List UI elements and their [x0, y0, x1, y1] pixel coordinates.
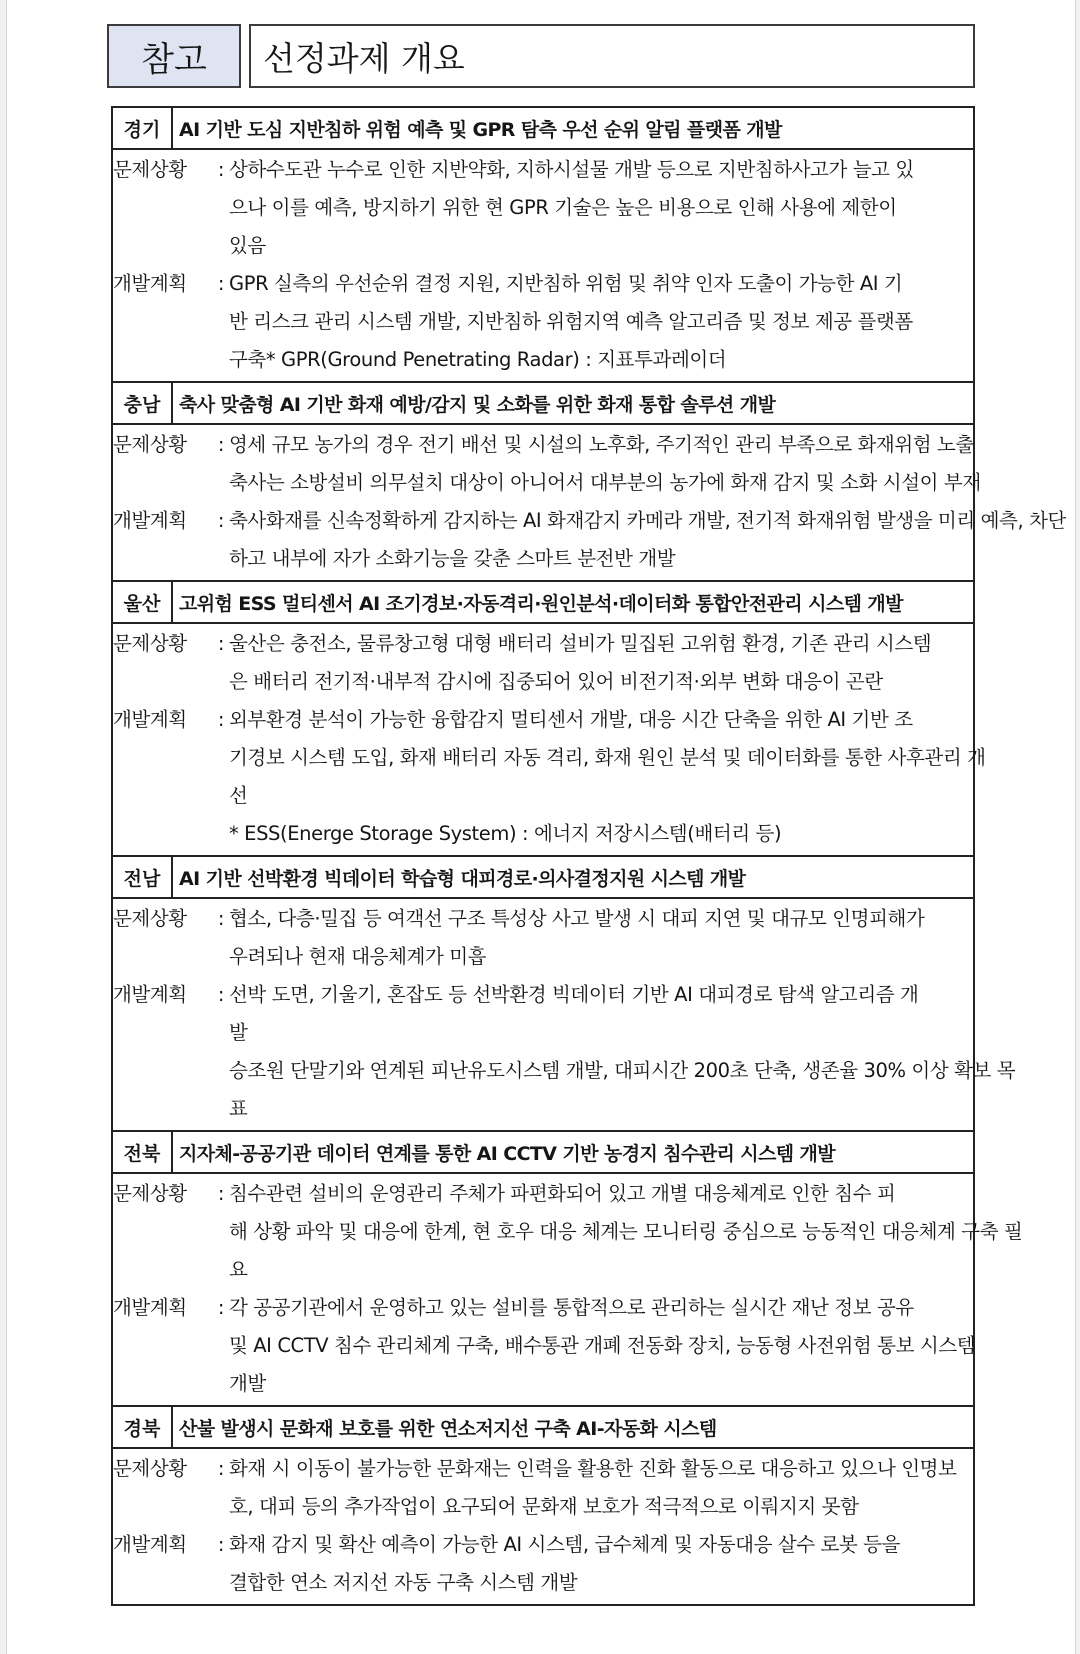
text-line: 울산은 충전소, 물류창고형 대형 배터리 설비가 밀집된 고위험 환경, 기존 관리 시스템	[229, 632, 932, 655]
task-region: 울산	[113, 582, 173, 622]
development-plan-text	[229, 1526, 973, 1602]
problem-statement	[113, 151, 973, 265]
task-title: 산불 발생시 문화재 보호를 위한 연소저지선 구축 AI-자동화 시스템	[179, 1417, 717, 1440]
text-line: 상하수도관 누수로 인한 지반약화, 지하시설물 개발 등으로 지반침하사고가 늘고 있	[229, 158, 914, 181]
text-line: 화재 감지 및 확산 예측이 가능한 AI 시스템, 급수체계 및 자동대응 살수 로봇 등을	[229, 1533, 901, 1556]
problem-statement-label: 문제상황	[113, 433, 187, 456]
colon-separator: :	[217, 1457, 225, 1480]
reference-tag: 참고	[107, 24, 241, 88]
development-plan-text	[229, 976, 1015, 1128]
document-page	[6, 0, 1076, 1654]
task-region: 전남	[113, 857, 173, 897]
task-row	[113, 1405, 973, 1604]
section-title: 선정과제 개요	[249, 24, 975, 88]
problem-statement-label: 문제상황	[113, 907, 187, 930]
task-region: 경북	[113, 1407, 173, 1447]
text-line: 화재 시 이동이 불가능한 문화재는 인력을 활용한 진화 활동으로 대응하고 있으나 인명보	[229, 1457, 957, 1480]
text-line: 해 상황 파악 및 대응에 한계, 현 호우 대응 체계는 모니터링 중심으로 능동적인 대응체계 구축 필	[229, 1220, 1023, 1243]
text-line: 기경보 시스템 도입, 화재 배터리 자동 격리, 화재 원인 분석 및 데이터화를 통한 사후관리 개	[229, 746, 986, 769]
colon-separator: :	[217, 272, 225, 295]
text-line: 개발	[229, 1372, 266, 1395]
problem-statement-text	[229, 625, 973, 701]
text-line: 협소, 다층·밀집 등 여객선 구조 특성상 사고 발생 시 대피 지연 및 대규모 인명피해가	[229, 907, 925, 930]
task-header	[113, 1132, 973, 1174]
task-body	[113, 1174, 1023, 1405]
text-line: 및 AI CCTV 침수 관리체계 구축, 배수통관 개폐 전동화 장치, 능동형 사전위험 통보 시스템	[229, 1334, 976, 1357]
colon-separator: :	[217, 158, 225, 181]
text-line: 영세 규모 농가의 경우 전기 배선 및 시설의 노후화, 주기적인 관리 부족으로 화재위험 노출	[229, 433, 974, 456]
task-header	[113, 857, 973, 899]
task-body	[113, 1449, 973, 1604]
text-line: 선	[229, 784, 248, 807]
task-table	[111, 106, 1066, 1606]
task-header	[113, 1407, 973, 1449]
development-plan	[113, 976, 1016, 1128]
problem-statement-text	[229, 900, 973, 976]
footnote: * ESS(Energe Storage System) : 에너지 저장시스템(배터리 등)	[229, 822, 782, 845]
text-line: 축사화재를 신속정확하게 감지하는 AI 화재감지 카메라 개발, 전기적 화재위험 발생을 미리 예측, 차단	[229, 509, 1066, 532]
colon-separator: :	[217, 509, 225, 532]
problem-statement-label: 문제상황	[113, 632, 187, 655]
development-plan-label: 개발계획	[113, 708, 187, 731]
development-plan	[113, 1526, 973, 1602]
text-line: 호, 대피 등의 추가작업이 요구되어 문화재 보호가 적극적으로 이뤄지지 못함	[229, 1495, 859, 1518]
problem-statement	[113, 1450, 973, 1526]
task-row	[113, 580, 986, 855]
development-plan-label: 개발계획	[113, 983, 187, 1006]
development-plan-text	[229, 502, 1066, 578]
task-title: AI 기반 도심 지반침하 위험 예측 및 GPR 탐측 우선 순위 알림 플랫폼 개발	[179, 118, 782, 141]
development-plan	[113, 701, 986, 815]
problem-statement-text	[229, 426, 981, 502]
text-line: 발	[229, 1021, 248, 1044]
problem-statement-label: 문제상황	[113, 158, 187, 181]
text-line: 선박 도면, 기울기, 혼잡도 등 선박환경 빅데이터 기반 AI 대피경로 탐색 알고리즘 개	[229, 983, 919, 1006]
task-row	[113, 381, 1066, 580]
task-body	[113, 150, 973, 381]
colon-separator: :	[217, 1533, 225, 1556]
problem-statement-text	[229, 151, 973, 265]
text-line: 은 배터리 전기적·내부적 감시에 집중되어 있어 비전기적·외부 변화 대응이 곤란	[229, 670, 883, 693]
task-region: 경기	[113, 108, 173, 148]
task-title: 축사 맞춤형 AI 기반 화재 예방/감지 및 소화를 위한 화재 통합 솔루션 개발	[179, 393, 776, 416]
task-row	[113, 108, 973, 381]
development-plan	[113, 1289, 976, 1403]
text-line: 으나 이를 예측, 방지하기 위한 현 GPR 기술은 높은 비용으로 인해 사용에 제한이	[229, 196, 897, 219]
text-line: 침수관련 설비의 운영관리 주체가 파편화되어 있고 개별 대응체계로 인한 침수 피	[229, 1182, 896, 1205]
task-title: 지자체-공공기관 데이터 연계를 통한 AI CCTV 기반 농경지 침수관리 시스템 개발	[179, 1142, 836, 1165]
colon-separator: :	[217, 1182, 225, 1205]
problem-statement	[113, 900, 973, 976]
text-line: 각 공공기관에서 운영하고 있는 설비를 통합적으로 관리하는 실시간 재난 정보 공유	[229, 1296, 914, 1319]
text-line: 승조원 단말기와 연계된 피난유도시스템 개발, 대피시간 200초 단축, 생존율 30% 이상 확보 목	[229, 1059, 1016, 1082]
text-line: 하고 내부에 자가 소화기능을 갖춘 스마트 분전반 개발	[229, 547, 676, 570]
development-plan-label: 개발계획	[113, 1533, 187, 1556]
text-line: 구축* GPR(Ground Penetrating Radar) : 지표투과레이더	[229, 348, 727, 371]
task-header	[113, 108, 973, 150]
task-body	[113, 899, 1016, 1130]
development-plan-label: 개발계획	[113, 272, 187, 295]
task-region: 충남	[113, 383, 173, 423]
text-line: 표	[229, 1097, 248, 1120]
text-line: 있음	[229, 234, 266, 257]
problem-statement-text	[229, 1175, 1022, 1289]
text-line: 외부환경 분석이 가능한 융합감지 멀티센서 개발, 대응 시간 단축을 위한 AI 기반 조	[229, 708, 913, 731]
development-plan-text	[229, 1289, 975, 1403]
task-row	[113, 1130, 1023, 1405]
development-plan	[113, 265, 973, 379]
colon-separator: :	[217, 983, 225, 1006]
colon-separator: :	[217, 907, 225, 930]
problem-statement-label: 문제상황	[113, 1457, 187, 1480]
problem-statement	[113, 1175, 1023, 1289]
section-header	[107, 24, 975, 88]
task-title: AI 기반 선박환경 빅데이터 학습형 대피경로·의사결정지원 시스템 개발	[179, 867, 746, 890]
development-plan-text	[229, 265, 973, 379]
colon-separator: :	[217, 632, 225, 655]
development-plan	[113, 502, 1066, 578]
colon-separator: :	[217, 433, 225, 456]
colon-separator: :	[217, 708, 225, 731]
problem-statement	[113, 625, 973, 701]
task-header	[113, 383, 973, 425]
problem-statement-label: 문제상황	[113, 1182, 187, 1205]
text-line: 우려되나 현재 대응체계가 미흡	[229, 945, 487, 968]
development-plan-label: 개발계획	[113, 509, 187, 532]
task-title: 고위험 ESS 멀티센서 AI 조기경보·자동격리·원인분석·데이터화 통합안전관리 시스템 개발	[179, 592, 903, 615]
task-region: 전북	[113, 1132, 173, 1172]
text-line: GPR 실측의 우선순위 결정 지원, 지반침하 위험 및 취약 인자 도출이 가능한 AI 기	[229, 272, 903, 295]
development-plan-text	[229, 701, 986, 815]
text-line: 반 리스크 관리 시스템 개발, 지반침하 위험지역 예측 알고리즘 및 정보 제공 플랫폼	[229, 310, 913, 333]
colon-separator: :	[217, 1296, 225, 1319]
task-row	[113, 855, 1016, 1130]
task-header	[113, 582, 973, 624]
problem-statement	[113, 426, 981, 502]
problem-statement-text	[229, 1450, 973, 1526]
text-line: 요	[229, 1258, 248, 1281]
development-plan-label: 개발계획	[113, 1296, 187, 1319]
text-line: 결합한 연소 저지선 자동 구축 시스템 개발	[229, 1571, 578, 1594]
task-body	[113, 624, 986, 855]
task-body	[113, 425, 1066, 580]
text-line: 축사는 소방설비 의무설치 대상이 아니어서 대부분의 농가에 화재 감지 및 소화 시설이 부재	[229, 471, 981, 494]
